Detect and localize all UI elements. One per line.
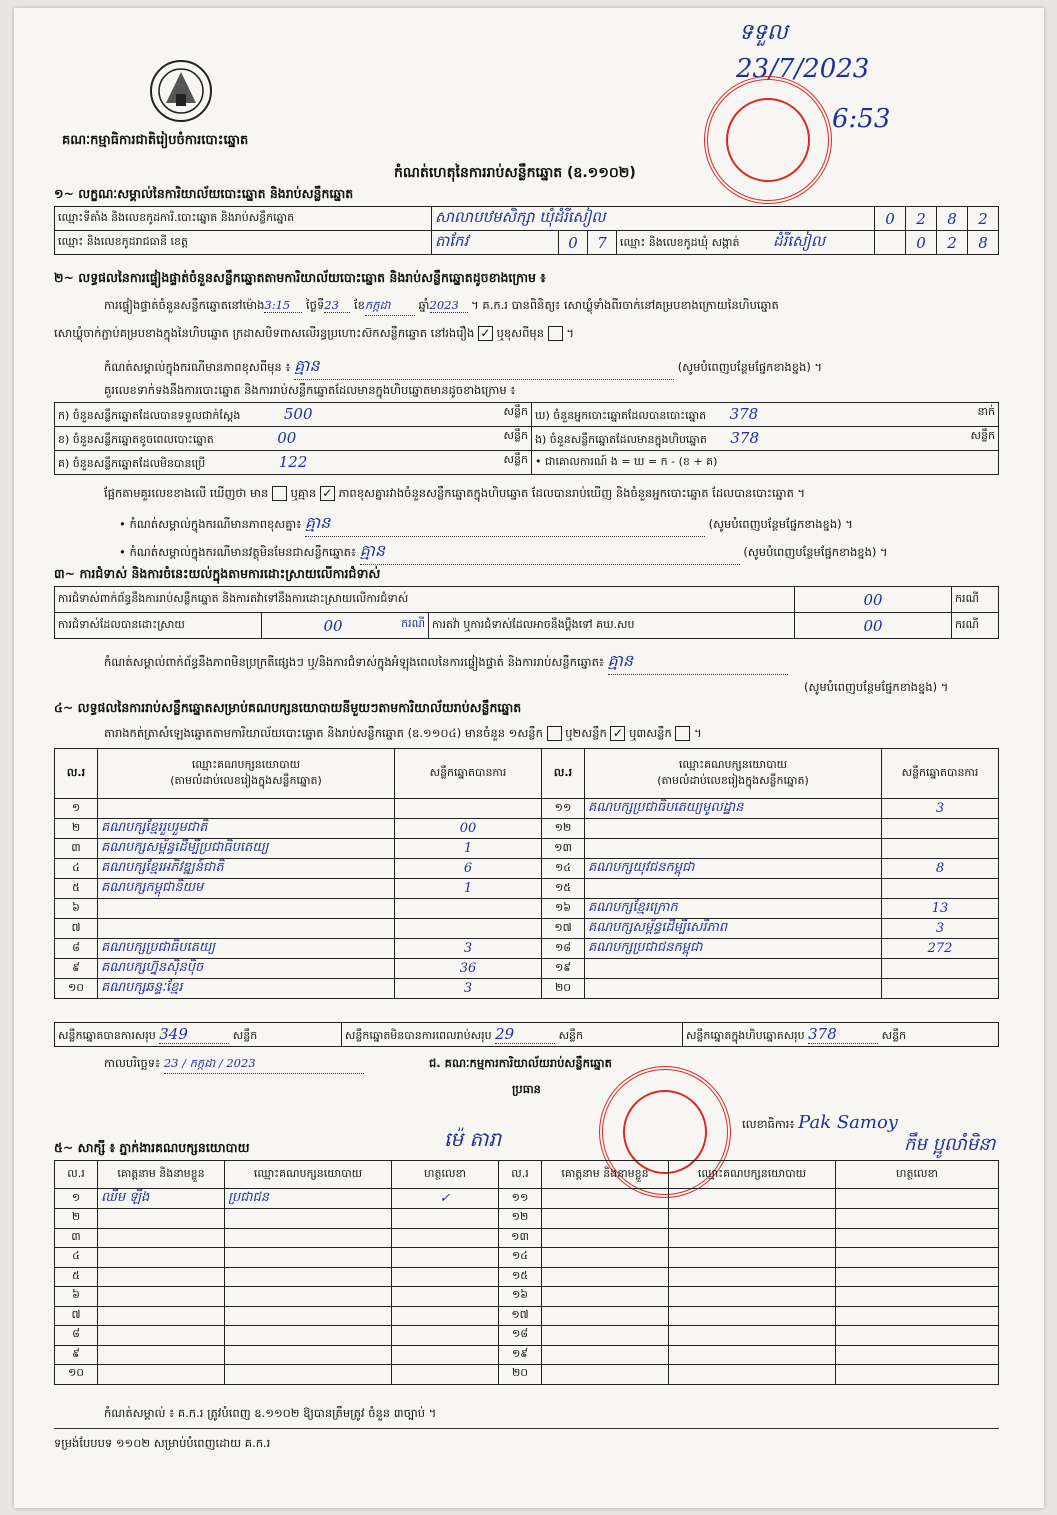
location-value: សាលាបឋមសិក្សា ឃុំដំរីសៀល	[432, 207, 875, 231]
results-row	[55, 879, 999, 899]
row-number: ១	[55, 1189, 98, 1209]
results-row	[55, 839, 999, 859]
row-number: ១១	[542, 799, 585, 819]
location-code-3: 8	[937, 207, 968, 231]
secretary-signature: Pak Samoy	[798, 1112, 898, 1133]
party-name: គណបក្សហ្វ៊ុនស៊ិនប៉ិច	[98, 959, 395, 979]
party-votes	[882, 959, 999, 979]
row-number: ៦	[55, 1287, 98, 1307]
results-row	[55, 919, 999, 939]
row-number: ១៨	[499, 1326, 542, 1346]
row-number: ១៩	[499, 1345, 542, 1365]
has-discrepancy-checkbox[interactable]	[272, 486, 287, 501]
row-number: ៧	[55, 1306, 98, 1326]
witness-party	[669, 1345, 836, 1365]
row-number: ១៤	[499, 1248, 542, 1268]
province-label: ឈ្មោះ និងលេខកូដរាជធានី ខេត្ត	[55, 231, 432, 255]
top-red-stamp	[704, 76, 832, 204]
witness-party	[225, 1326, 392, 1346]
witness-party	[669, 1248, 836, 1268]
results-party-header-right: ឈ្មោះគណបក្សនយោបាយ (តាមលំដាប់លេខរៀងក្នុងសន្លឹកឆ្នោត)	[585, 749, 882, 799]
witness-name	[542, 1287, 669, 1307]
party-votes: 36	[395, 959, 542, 979]
row-number: ១៩	[542, 959, 585, 979]
total-in-box-value: 378	[808, 1025, 878, 1044]
two-sheets-checkbox[interactable]: ✓	[610, 726, 625, 741]
party-name	[585, 819, 882, 839]
witness-party	[669, 1209, 836, 1229]
foreign-object-note: • កំណត់សម្គាល់ក្នុងករណីមានវត្ថុមិនមែនជាសន្លឹកឆ្នោត៖ គ្មាន (សូមបំពេញបន្ថែមផ្នែកខាងខ្នង) ។	[119, 540, 888, 565]
witness-party: ប្រជាជន	[225, 1189, 392, 1209]
verification-month: កក្កដា	[365, 298, 415, 316]
total-valid: សន្លឹកឆ្នោតបានការសរុប 349 សន្លឹក	[55, 1023, 342, 1047]
row-number: ២០	[542, 979, 585, 999]
spoiled-ballots: 00	[277, 428, 297, 447]
party-name: គណបក្សប្រជាជនកម្ពុជា	[585, 939, 882, 959]
chair-signature: ម៉េ តារា	[444, 1127, 502, 1151]
location-code-2: 2	[906, 207, 937, 231]
witness-signature	[836, 1345, 999, 1365]
different-checkbox[interactable]	[548, 326, 563, 341]
objections-total-label: ការជំទាស់ពាក់ព័ន្ធនឹងការរាប់សន្លឹកឆ្នោត និងការតវ៉ាទៅនឹងការដោះស្រាយលើការជំទាស់	[55, 587, 795, 613]
voters-count: 378	[729, 404, 759, 423]
row-number: ១៥	[542, 879, 585, 899]
results-row	[55, 819, 999, 839]
results-row	[55, 979, 999, 999]
witness-signature	[836, 1306, 999, 1326]
witness-party	[669, 1267, 836, 1287]
verification-time: 3:15	[264, 298, 302, 313]
row-number: ៥	[55, 1267, 98, 1287]
witness-name	[542, 1248, 669, 1268]
party-name	[585, 879, 882, 899]
witness-row	[55, 1365, 999, 1385]
figure-row-d: ឃ) ចំនួនអ្នកបោះឆ្នោតដែលបានបោះឆ្នោត 378 នាក់	[532, 403, 999, 427]
chair-title: ប្រធាន	[512, 1082, 541, 1096]
row-number: ៩	[55, 959, 98, 979]
witness-name	[542, 1267, 669, 1287]
row-number: ៤	[55, 1248, 98, 1268]
party-votes	[395, 899, 542, 919]
witness-table: ល.រ គោត្តនាម និងនាមខ្លួន ឈ្មោះគណបក្សនយោបាយ ហត្ថលេខា ល.រ គោត្តនាម និងនាមខ្លួន ឈ្មោះគណបក្សនយោបាយ ហត្ថលេខា ១ ឈឹម ឡឹង ប្រជាជន ✓ ១១ ២ ១២ ៣ ១៣ ៤ ១៤ ៥ ១៥ ៦ ១៦ ៧ ១៧ ៨ ១៨ ៩ ១៩ ១០ ២០	[54, 1160, 999, 1385]
witness-party	[225, 1365, 392, 1385]
difference-note: កំណត់សម្គាល់ក្នុងករណីមានភាពខុសពីមុន ៖ គ្មាន (សូមបំពេញបន្ថែមផ្នែកខាងខ្នង) ។	[104, 355, 822, 380]
party-name	[98, 799, 395, 819]
party-votes	[882, 839, 999, 859]
no-discrepancy-checkbox[interactable]: ✓	[320, 486, 335, 501]
party-name: គណបក្សយុវជនកម្ពុជា	[585, 859, 882, 879]
row-number: ១២	[542, 819, 585, 839]
witness-name	[98, 1209, 225, 1229]
witness-signature	[836, 1209, 999, 1229]
commune-value: ដំរីសៀល	[773, 231, 826, 250]
row-number: ៤	[55, 859, 98, 879]
ballots-in-box: 378	[730, 428, 760, 447]
witness-row	[55, 1267, 999, 1287]
witness-row	[55, 1248, 999, 1268]
witness-signature	[392, 1228, 499, 1248]
witness-signature	[836, 1248, 999, 1268]
section2-heading: ២~ លទ្ធផលនៃការផ្ទៀងផ្ទាត់ចំនួនសន្លឹកឆ្នោតតាមការិយាល័យបោះឆ្នោត និងរាប់សន្លឹកឆ្នោតដូចខាងក្រោម ៖	[54, 270, 546, 285]
party-votes	[882, 879, 999, 899]
row-number: ១០	[55, 979, 98, 999]
row-number: ២	[55, 819, 98, 839]
irregularity-note-value: គ្មាន	[608, 650, 788, 675]
witness-name	[98, 1326, 225, 1346]
row-number: ២០	[499, 1365, 542, 1385]
party-name: គណបក្សខ្មែរក្រោក	[585, 899, 882, 919]
witness-row	[55, 1209, 999, 1229]
verification-day: 23	[324, 298, 350, 313]
witness-name	[98, 1248, 225, 1268]
received-note: ទទួល	[739, 20, 788, 45]
section1-heading: ១~ លក្ខណៈសម្គាល់នៃការិយាល័យបោះឆ្នោត និងរាប់សន្លឹកឆ្នោត	[54, 186, 354, 201]
figures-table	[54, 402, 999, 475]
party-votes: 6	[395, 859, 542, 879]
witness-party	[669, 1189, 836, 1209]
witness-name	[542, 1306, 669, 1326]
witness-row	[55, 1287, 999, 1307]
row-number: ៥	[55, 879, 98, 899]
witness-signature	[392, 1248, 499, 1268]
witness-party	[225, 1345, 392, 1365]
witness-signature	[392, 1306, 499, 1326]
witness-name	[98, 1267, 225, 1287]
location-code-1: 0	[875, 207, 906, 231]
date-line: កាលបរិច្ឆេទ៖ 23 / កក្កដា / 2023	[104, 1056, 364, 1074]
witness-row	[55, 1326, 999, 1346]
witness-signature	[836, 1287, 999, 1307]
party-name: គណបក្សខ្មែររួបរួមជាតិ	[98, 819, 395, 839]
row-number: ១	[55, 799, 98, 819]
row-number: ១៤	[542, 859, 585, 879]
row-number: ១៣	[542, 839, 585, 859]
witness-party	[669, 1287, 836, 1307]
location-label: ឈ្មោះទីតាំង និងលេខកូដការិ.បោះឆ្នោត និងរាប់សន្លឹកឆ្នោត	[55, 207, 432, 231]
witness-name	[98, 1306, 225, 1326]
party-name: គណបក្សសម្ព័ន្ធដើម្បីសេរីភាព	[585, 919, 882, 939]
figures-intro: គួរលេខទាក់ទងនឹងការបោះឆ្នោត និងការរាប់សន្លឹកឆ្នោតដែលមានក្នុងហិបឆ្នោតមានដូចខាងក្រោម ៖	[104, 383, 516, 397]
witness-signature	[836, 1267, 999, 1287]
location-code-4: 2	[968, 207, 999, 231]
witness-row	[55, 1345, 999, 1365]
appeals-label: ការតវ៉ា ឬការជំទាស់ដែលអាចនឹងប្តឹងទៅ គឃ.សប	[429, 613, 795, 639]
org-name: គណៈកម្មាធិការជាតិរៀបចំការបោះឆ្នោត	[62, 133, 249, 148]
form-id: ទម្រង់បែបបទ ១១០២ សម្រាប់បំពេញដោយ គ.ក.រ	[54, 1436, 271, 1450]
total-in-box: សន្លឹកឆ្នោតក្នុងហិបឆ្នោតសរុប 378 សន្លឹក	[682, 1023, 998, 1047]
witness-party	[225, 1287, 392, 1307]
three-sheets-checkbox[interactable]	[675, 726, 690, 741]
figure-row-c: គ) ចំនួនសន្លឹកឆ្នោតដែលមិនបានប្រើ 122 សន្លឹក	[55, 451, 532, 475]
witness-signature	[392, 1345, 499, 1365]
row-number: ៣	[55, 839, 98, 859]
formula-note: • ជាគោលការណ៍ ង = ឃ = ក - (ខ + គ)	[532, 451, 999, 475]
party-votes	[882, 979, 999, 999]
received-ballots: 500	[283, 404, 313, 423]
discrepancy-line: ផ្អែកតាមគួរលេខខាងលើ ឃើញថា មាន ឬគ្មាន ✓ ភាពខុសគ្នារវាងចំនួនសន្លឹកឆ្នោតក្នុងហិបឆ្នោត ដែលបានរាប់ឃើញ និងចំនួនអ្នកបោះឆ្នោត ដែលបានបោះឆ្នោត ។	[104, 486, 806, 500]
witness-signature	[836, 1326, 999, 1346]
section3-heading: ៣~ ការជំទាស់ និងការចំនេះយល់ក្នុងតាមការដោះស្រាយលើការជំទាស់	[54, 566, 381, 581]
party-votes: 272	[882, 939, 999, 959]
witness-name	[98, 1345, 225, 1365]
nec-emblem-icon	[146, 58, 216, 124]
province-value: តាកែវ	[432, 231, 559, 255]
witness-signature	[392, 1365, 499, 1385]
party-votes: 3	[882, 799, 999, 819]
witness-row	[55, 1228, 999, 1248]
results-table: ល.រ ឈ្មោះគណបក្សនយោបាយ (តាមលំដាប់លេខរៀងក្នុងសន្លឹកឆ្នោត) សន្លឹកឆ្នោតបានការ ល.រ ឈ្មោះគណបក្សនយោបាយ (តាមលំដាប់លេខរៀងក្នុងសន្លឹកឆ្នោត) សន្លឹកឆ្នោតបានការ ១ ១១ គណបក្សប្រជាធិបតេយ្យមូលដ្ឋាន 3 ២ គណបក្សខ្មែររួបរួមជាតិ 00 ១២ ៣ គណបក្សសម្ព័ន្ធដើម្បីប្រជាធិបតេយ្យ 1 ១៣ ៤ គណបក្សខ្មែរអភិវឌ្ឍន៍ជាតិ 6 ១៤ គណបក្សយុវជនកម្ពុជា 8 ៥ គណបក្សកម្ពុជានិយម 1 ១៥ ៦ ១៦ គណបក្សខ្មែរក្រោក 13 ៧ ១៧ គណបក្សសម្ព័ន្ធដើម្បីសេរីភាព 3 ៨ គណបក្សប្រជាធិបតេយ្យ 3 ១៨ គណបក្សប្រជាជនកម្ពុជា 272 ៩ គណបក្សហ្វ៊ុនស៊ិនប៉ិច 36 ១៩ ១០ គណបក្សឆន្ទៈខ្មែរ 3 ២០	[54, 748, 999, 999]
section4-heading: ៤~ លទ្ធផលនៃការរាប់សន្លឹកឆ្នោតសម្រាប់គណបក្សនយោបាយនីមួយៗតាមការិយាល័យរាប់សន្លឹកឆ្នោត	[54, 700, 522, 715]
witness-signature	[836, 1189, 999, 1209]
row-number: ៣	[55, 1228, 98, 1248]
results-totals	[54, 1022, 999, 1047]
figure-row-e: ង) ចំនួនសន្លឹកឆ្នោតដែលមានក្នុងហិបឆ្នោត 378 សន្លឹក	[532, 427, 999, 451]
witness-signature	[392, 1267, 499, 1287]
results-row	[55, 939, 999, 959]
row-number: ១៦	[499, 1287, 542, 1307]
witness-name	[98, 1287, 225, 1307]
figure-row-b: ខ) ចំនួនសន្លឹកឆ្នោតខូចពេលបោះឆ្នោត 00 សន្លឹក	[55, 427, 532, 451]
row-number: ១១	[499, 1189, 542, 1209]
witness-party	[225, 1306, 392, 1326]
irregularity-note: កំណត់សម្គាល់ពាក់ព័ន្ធនឹងភាពមិនប្រក្រតីផ្សេងៗ ឬ/និងការជំទាស់ក្នុងអំឡុងពេលនៃការផ្ទៀងផ្ទាត់ និងការរាប់សន្លឹកឆ្នោត៖ គ្មាន	[104, 650, 788, 675]
appeals-value: 00	[795, 613, 952, 639]
party-name: គណបក្សឆន្ទៈខ្មែរ	[98, 979, 395, 999]
party-name: គណបក្សសម្ព័ន្ធដើម្បីប្រជាធិបតេយ្យ	[98, 839, 395, 859]
unused-ballots: 122	[278, 452, 308, 471]
witness-signature	[392, 1209, 499, 1229]
results-row	[55, 799, 999, 819]
one-sheet-checkbox[interactable]	[547, 726, 562, 741]
party-name	[98, 899, 395, 919]
party-name: គណបក្សខ្មែរអភិវឌ្ឍន៍ជាតិ	[98, 859, 395, 879]
row-number: ៩	[55, 1345, 98, 1365]
witness-name	[542, 1345, 669, 1365]
witness-signature	[836, 1365, 999, 1385]
party-votes	[395, 919, 542, 939]
party-name	[98, 919, 395, 939]
row-number: ២	[55, 1209, 98, 1229]
footer-divider	[54, 1428, 999, 1429]
party-votes: 13	[882, 899, 999, 919]
witness-party	[225, 1248, 392, 1268]
difference-note-value: គ្មាន	[294, 355, 674, 380]
objections-resolved-label: ការជំទាស់ដែលបានដោះស្រាយ	[55, 613, 262, 639]
province-code-2: 7	[588, 231, 617, 255]
objections-total-value: 00	[795, 587, 952, 613]
row-number: ១៥	[499, 1267, 542, 1287]
party-votes: 3	[882, 919, 999, 939]
discrepancy-note: • កំណត់សម្គាល់ក្នុងករណីមានភាពខុសគ្នា៖ គ្មាន (សូមបំពេញបន្ថែមផ្នែកខាងខ្នង) ។	[119, 512, 853, 537]
secretary-name: កឹម ប្អូលាំមិនា	[904, 1134, 996, 1155]
party-name: គណបក្សប្រជាធិបតេយ្យមូលដ្ឋាន	[585, 799, 882, 819]
witness-signature	[392, 1326, 499, 1346]
committee-title: ជ. គណៈកម្មការការិយាល័យរាប់សន្លឹកឆ្នោត	[429, 1056, 612, 1070]
commune-code-3: 8	[968, 231, 999, 255]
party-votes: 3	[395, 979, 542, 999]
witness-signature: ✓	[392, 1189, 499, 1209]
witness-name	[542, 1228, 669, 1248]
commune-code-1: 0	[906, 231, 937, 255]
witness-name	[98, 1365, 225, 1385]
party-votes: 8	[882, 859, 999, 879]
witness-name	[542, 1326, 669, 1346]
witness-party	[225, 1228, 392, 1248]
party-name: គណបក្សប្រជាធិបតេយ្យ	[98, 939, 395, 959]
witness-party	[225, 1267, 392, 1287]
party-votes: 00	[395, 819, 542, 839]
results-row	[55, 959, 999, 979]
row-number: ១២	[499, 1209, 542, 1229]
date-value: 23 / កក្កដា / 2023	[164, 1056, 364, 1074]
witness-signature	[392, 1287, 499, 1307]
figure-row-a: ក) ចំនួនសន្លឹកឆ្នោតដែលបានទទួលជាក់ស្តែង 500 សន្លឹក	[55, 403, 532, 427]
total-invalid: សន្លឹកឆ្នោតមិនបានការពេលរាប់សរុប 29 សន្លឹក	[341, 1023, 682, 1047]
witness-signature	[836, 1228, 999, 1248]
witness-party	[669, 1326, 836, 1346]
received-date: 23/7/2023	[736, 54, 870, 84]
section5-heading: ៥~ សាក្សី ៖ ភ្នាក់ងារគណបក្សនយោបាយ	[54, 1140, 250, 1155]
party-votes: 1	[395, 879, 542, 899]
party-votes	[882, 819, 999, 839]
section1-table	[54, 206, 999, 255]
row-number: ៨	[55, 939, 98, 959]
objections-table: ការជំទាស់ពាក់ព័ន្ធនឹងការរាប់សន្លឹកឆ្នោត និងការតវ៉ាទៅនឹងការដោះស្រាយលើការជំទាស់ 00 ករណី ការជំទាស់ដែលបានដោះស្រាយ 00 ករណី ការតវ៉ា ឬការជំទាស់ដែលអាចនឹងប្តឹងទៅ គឃ.សប 00 ករណី	[54, 586, 999, 639]
tally-sheet-line: តារាងកត់ត្រាសំឡេងឆ្នោតតាមការិយាល័យបោះឆ្នោត និងរាប់សន្លឹកឆ្នោត (ឧ.១១០៤) មានចំនួន ១សន្លឹក ឬ២សន្លឹក ✓ ឬ៣សន្លឹក ។	[104, 726, 702, 740]
commune-label: ឈ្មោះ និងលេខកូដឃុំ សង្កាត់ ដំរីសៀល	[617, 231, 875, 255]
total-invalid-value: 29	[495, 1025, 555, 1044]
province-code-1: 0	[559, 231, 588, 255]
same-checkbox[interactable]: ✓	[478, 326, 493, 341]
commune-code-2: 2	[937, 231, 968, 255]
party-name	[585, 959, 882, 979]
party-votes	[395, 799, 542, 819]
witness-name	[98, 1228, 225, 1248]
total-valid-value: 349	[159, 1025, 229, 1044]
row-number: ១៧	[499, 1306, 542, 1326]
witness-name	[542, 1189, 669, 1209]
row-number: ៨	[55, 1326, 98, 1346]
results-row	[55, 899, 999, 919]
witness-name	[542, 1365, 669, 1385]
witness-party	[669, 1365, 836, 1385]
objections-resolved-value: 00 ករណី	[262, 613, 429, 639]
row-number: ៧	[55, 919, 98, 939]
witness-party	[225, 1209, 392, 1229]
received-time: 6:53	[832, 104, 891, 134]
row-number: ១៨	[542, 939, 585, 959]
witness-party	[669, 1306, 836, 1326]
party-votes: 3	[395, 939, 542, 959]
witness-row	[55, 1189, 999, 1209]
secretary-line: លេខាធិការ៖ Pak Samoy	[742, 1112, 898, 1133]
seal-check-line: សោឃ្លុំចាក់ភ្ជាប់គម្របខាងក្នុងនៃហិបឆ្នោត ក្រដាសបិទពាសលើរន្ធប្រហោះស៊កសន្លឹកឆ្នោត នៅរងរឿង ✓ ឬខុសពីមុន ។	[54, 326, 574, 340]
results-party-header-left: ឈ្មោះគណបក្សនយោបាយ (តាមលំដាប់លេខរៀងក្នុងសន្លឹកឆ្នោត)	[98, 749, 395, 799]
witness-row	[55, 1306, 999, 1326]
verification-year: 2023	[430, 298, 468, 313]
results-row	[55, 859, 999, 879]
document-title: កំណត់ហេតុនៃការរាប់សន្លឹកឆ្នោត (ឧ.១១០២)	[394, 165, 636, 181]
party-name	[585, 839, 882, 859]
row-number: ១៦	[542, 899, 585, 919]
witness-name: ឈឹម ឡឹង	[98, 1189, 225, 1209]
footer-note: កំណត់សម្គាល់ ៖ គ.ក.រ ត្រូវបំពេញ ឧ.១១០២ ឱ្យបានត្រឹមត្រូវ ចំនួន ៣ច្បាប់ ។	[104, 1406, 437, 1420]
row-number: ១០	[55, 1365, 98, 1385]
form-page: គណៈកម្មាធិការជាតិរៀបចំការបោះឆ្នោត កំណត់ហេតុនៃការរាប់សន្លឹកឆ្នោត (ឧ.១១០២) ទទួល 23/7/2023 6:53 ១~ លក្ខណៈសម្គាល់នៃការិយាល័យបោះឆ្នោត និងរាប់សន្លឹកឆ្នោត ឈ្មោះទីតាំង និងលេខកូដការិ.បោះឆ្នោត និងរាប់សន្លឹកឆ្នោត សាលាបឋមសិក្សា ឃុំដំរីសៀល 0 2 8 2 ឈ្មោះ និងលេខកូដរាជធានី ខេត្ត តាកែវ 0 7 ឈ្មោះ និងលេខកូដឃុំ សង្កាត់ ដំរីសៀល 0 2 8 ២~ លទ្ធផលនៃការផ្ទៀងផ្ទាត់ចំនួនសន្លឹកឆ្នោតតាមការិយាល័យបោះឆ្នោត និងរាប់សន្លឹកឆ្នោតដូចខាងក្រោម ៖ ការផ្ទៀងផ្ទាត់ចំនួនសន្លឹកឆ្នោតនៅម៉ោង3:15 ថ្ងៃទី23 ខែកក្កដា ឆ្នាំ2023 ។ គ.ក.រ បានពិនិត្យ៖ សោឃ្លុំទាំងពីរចាក់នៅគម្របខាងក្រោយនៃហិបឆ្នោត សោឃ្លុំចាក់ភ្ជាប់គម្របខាងក្នុងនៃហិបឆ្នោត ក្រដាសបិទពាសលើរន្ធប្រហោះស៊កសន្លឹកឆ្នោត នៅរងរឿង ✓ ឬខុសពីមុន ។ កំណត់សម្គាល់ក្នុងករណីមានភាពខុសពីមុន ៖ គ្មាន (សូមបំពេញបន្ថែមផ្នែកខាងខ្នង) ។ គួរលេខទាក់ទងនឹងការបោះឆ្នោត និងការរាប់សន្លឹកឆ្នោតដែលមានក្នុងហិបឆ្នោតមានដូចខាងក្រោម ៖ ក) ចំនួនសន្លឹកឆ្នោតដែលបានទទួលជាក់ស្តែង 500 សន្លឹក ឃ) ចំនួនអ្នកបោះឆ្នោតដែលបានបោះឆ្នោត 378 នាក់ ខ) ចំនួនសន្លឹកឆ្នោតខូចពេលបោះឆ្នោត 00 សន្លឹក ង) ចំនួនសន្លឹកឆ្នោតដែលមានក្នុងហិបឆ្នោត 378 សន្លឹក គ) ចំនួនសន្លឹកឆ្នោតដែលមិនបានប្រើ 122 សន្លឹក • ជាគោលការណ៍ ង = ឃ = ក - (ខ + គ) ផ្អែកតាមគួរលេខខាងលើ ឃើញថា មាន ឬគ្មាន ✓ ភាពខុសគ្នារវាងចំនួនសន្លឹកឆ្នោតក្នុងហិបឆ្នោត ដែលបានរាប់ឃើញ និងចំនួនអ្នកបោះឆ្នោត ដែលបានបោះឆ្នោត ។ • កំណត់សម្គាល់ក្នុងករណីមានភាពខុសគ្នា៖ គ្មាន (សូមបំពេញបន្ថែមផ្នែកខាងខ្នង) ។ • កំណត់សម្គាល់ក្នុងករណីមានវត្ថុមិនមែនជាសន្លឹកឆ្នោត៖ គ្មាន (សូមបំពេញបន្ថែមផ្នែកខាងខ្នង) ។ ៣~ ការជំទាស់ និងការចំនេះយល់ក្នុងតាមការដោះស្រាយលើការជំទាស់ ការជំទាស់ពាក់ព័ន្ធនឹងការរាប់សន្លឹកឆ្នោត និងការតវ៉ាទៅនឹងការដោះស្រាយលើការជំទាស់ 00 ករណី ការជំទាស់ដែលបានដោះស្រាយ 00 ករណី ការតវ៉ា ឬការជំទាស់ដែលអាចនឹងប្តឹងទៅ គឃ.សប 00 ករណី កំណត់សម្គាល់ពាក់ព័ន្ធនឹងភាពមិនប្រក្រតីផ្សេងៗ ឬ/និងការជំទាស់ក្នុងអំឡុងពេលនៃការផ្ទៀងផ្ទាត់ និងការរាប់សន្លឹកឆ្នោត៖ គ្មាន (សូមបំពេញបន្ថែមផ្នែកខាងខ្នង) ។ ៤~ លទ្ធផលនៃការរាប់សន្លឹកឆ្នោតសម្រាប់គណបក្សនយោបាយនីមួយៗតាមការិយាល័យរាប់សន្លឹកឆ្នោត តារាងកត់ត្រាសំឡេងឆ្នោតតាមការិយាល័យបោះឆ្នោត និងរាប់សន្លឹកឆ្នោត (ឧ.១១០៤) មានចំនួន ១សន្លឹក ឬ២សន្លឹក ✓ ឬ៣សន្លឹក ។ ល.រ ឈ្មោះគណបក្សនយោបាយ (តាមលំដាប់លេខរៀងក្នុងសន្លឹកឆ្នោត) សន្លឹកឆ្នោតបានការ ល.រ ឈ្មោះគណបក្សនយោបាយ (តាមលំដាប់លេខរៀងក្នុងសន្លឹកឆ្នោត) សន្លឹកឆ្នោតបានការ ១ ១១ គណបក្សប្រជាធិបតេយ្យមូលដ្ឋាន 3 ២ គណបក្សខ្មែររួបរួមជាតិ 00 ១២ ៣ គណបក្សសម្ព័ន្ធដើម្បីប្រជាធិបតេយ្យ 1 ១៣ ៤ គណបក្សខ្មែរអភិវឌ្ឍន៍ជាតិ 6 ១៤ គណបក្សយុវជនកម្ពុជា 8 ៥ គណបក្សកម្ពុជានិយម 1 ១៥ ៦ ១៦ គណបក្សខ្មែរក្រោក 13 ៧ ១៧ គណបក្សសម្ព័ន្ធដើម្បីសេរីភាព 3 ៨ គណបក្សប្រជាធិបតេយ្យ 3 ១៨ គណបក្សប្រជាជនកម្ពុជា 272 ៩ គណបក្សហ្វ៊ុនស៊ិនប៉ិច 36 ១៩ ១០ គណបក្សឆន្ទៈខ្មែរ 3 ២០ សន្លឹកឆ្នោតបានការសរុប 349 សន្លឹក សន្លឹកឆ្នោតមិនបានការពេលរាប់សរុប 29 សន្លឹក សន្លឹកឆ្នោតក្នុងហិបឆ្នោតសរុប 378 សន្លឹក កាលបរិច្ឆេទ៖ 23 / កក្កដា / 2023 ជ. គណៈកម្មការការិយាល័យរាប់សន្លឹកឆ្នោត ប្រធាន ម៉េ តារា លេខាធិការ៖ Pak Samoy កឹម ប្អូលាំមិនា ៥~ សាក្សី ៖ ភ្នាក់ងារគណបក្សនយោបាយ ល.រ គោត្តនាម និងនាមខ្លួន ឈ្មោះគណបក្សនយោបាយ ហត្ថលេខា ល.រ គោត្តនាម និងនាមខ្លួន ឈ្មោះគណបក្សនយោបាយ ហត្ថលេខា ១ ឈឹម ឡឹង ប្រជាជន ✓ ១១ ២ ១២ ៣ ១៣ ៤ ១៤ ៥ ១៥ ៦ ១៦ ៧ ១៧ ៨ ១៨ ៩ ១៩ ១០ ២០ កំណត់សម្គាល់ ៖ គ.ក.រ ត្រូវបំពេញ ឧ.១១០២ ឱ្យបានត្រឹមត្រូវ ចំនួន ៣ច្បាប់ ។ ទម្រង់បែបបទ ១១០២ សម្រាប់បំពេញដោយ គ.ក.រ	[14, 8, 1044, 1508]
row-number: ១៣	[499, 1228, 542, 1248]
witness-party	[669, 1228, 836, 1248]
discrepancy-note-value: គ្មាន	[305, 512, 705, 537]
party-name	[585, 979, 882, 999]
foreign-object-note-value: គ្មាន	[360, 540, 740, 565]
party-name: គណបក្សកម្ពុជានិយម	[98, 879, 395, 899]
verification-line: ការផ្ទៀងផ្ទាត់ចំនួនសន្លឹកឆ្នោតនៅម៉ោង3:15 ថ្ងៃទី23 ខែកក្កដា ឆ្នាំ2023 ។ គ.ក.រ បានពិនិត្យ៖ សោឃ្លុំទាំងពីរចាក់នៅគម្របខាងក្រោយនៃហិបឆ្នោត	[104, 298, 779, 316]
row-number: ១៧	[542, 919, 585, 939]
row-number: ៦	[55, 899, 98, 919]
witness-name	[542, 1209, 669, 1229]
party-votes: 1	[395, 839, 542, 859]
